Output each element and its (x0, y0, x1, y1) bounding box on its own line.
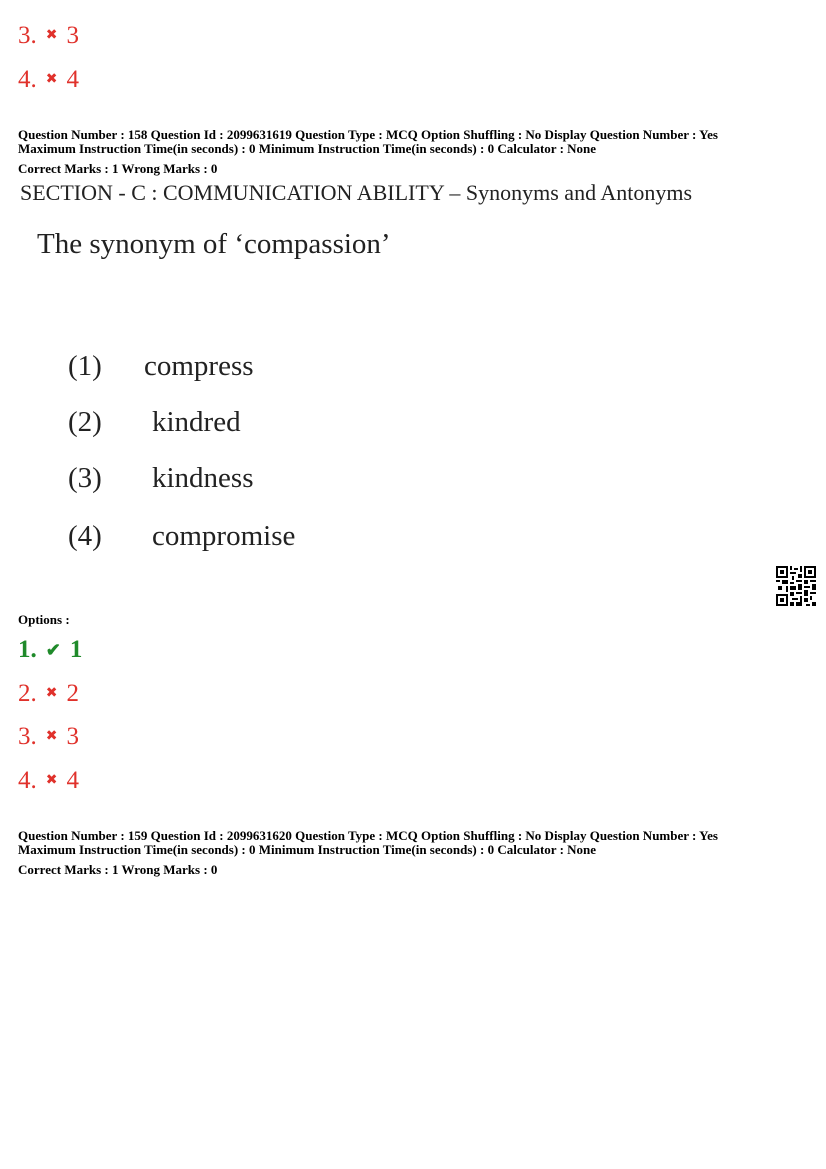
choice-text: kindness (152, 462, 254, 494)
choice-number: (4) (68, 520, 102, 552)
question-meta-line-1: Question Number : 158 Question Id : 2099631619 Question Type : MCQ Option Shuffling : No Display Question Number : Yes (18, 127, 718, 142)
choice-number: (3) (68, 462, 102, 494)
qr-code-icon (776, 566, 816, 606)
section-heading: SECTION - C : COMMUNICATION ABILITY – Synonyms and Antonyms (20, 180, 693, 205)
check-icon: ✔ (45, 640, 61, 660)
choice-number: (1) (68, 350, 102, 382)
option-4 (18, 767, 79, 795)
option-number: 3. (18, 22, 37, 49)
cross-icon: ✖ (45, 28, 58, 43)
answer-choice (68, 520, 295, 553)
answer-choice (68, 462, 254, 495)
option-2 (18, 680, 79, 708)
prev-option-4 (18, 66, 79, 94)
choice-text: compromise (152, 520, 296, 552)
answer-choice (68, 350, 254, 383)
option-value: 4 (66, 66, 79, 93)
option-1 (18, 636, 82, 664)
option-number: 3. (18, 723, 37, 750)
option-value: 2 (66, 680, 79, 707)
cross-icon: ✖ (45, 729, 58, 744)
question-meta-line-1: Question Number : 159 Question Id : 2099631620 Question Type : MCQ Option Shuffling : No Display Question Number : Yes (18, 828, 718, 843)
option-value: 3 (66, 723, 79, 750)
question-meta-line-2: Maximum Instruction Time(in seconds) : 0 Minimum Instruction Time(in seconds) : 0 Calculator : None (18, 141, 597, 156)
option-value: 3 (66, 22, 79, 49)
option-value: 4 (66, 767, 79, 794)
option-value: 1 (69, 636, 83, 663)
option-3 (18, 723, 79, 751)
answer-choice (68, 406, 241, 439)
cross-icon: ✖ (45, 686, 58, 701)
choice-text: compress (144, 350, 254, 382)
option-number: 1. (18, 636, 37, 663)
choice-number: (2) (68, 406, 102, 438)
cross-icon: ✖ (45, 773, 58, 788)
option-number: 2. (18, 680, 37, 707)
option-number: 4. (18, 66, 37, 93)
question-text: The synonym of ‘compassion’ (37, 228, 391, 260)
choice-text: kindred (152, 406, 241, 438)
question-meta-line-2: Maximum Instruction Time(in seconds) : 0 Minimum Instruction Time(in seconds) : 0 Calculator : None (18, 842, 597, 857)
option-number: 4. (18, 767, 37, 794)
question-marks: Correct Marks : 1 Wrong Marks : 0 (18, 161, 218, 176)
prev-option-3 (18, 22, 79, 50)
options-label: Options : (18, 612, 70, 627)
cross-icon: ✖ (45, 72, 58, 87)
question-marks: Correct Marks : 1 Wrong Marks : 0 (18, 862, 218, 877)
